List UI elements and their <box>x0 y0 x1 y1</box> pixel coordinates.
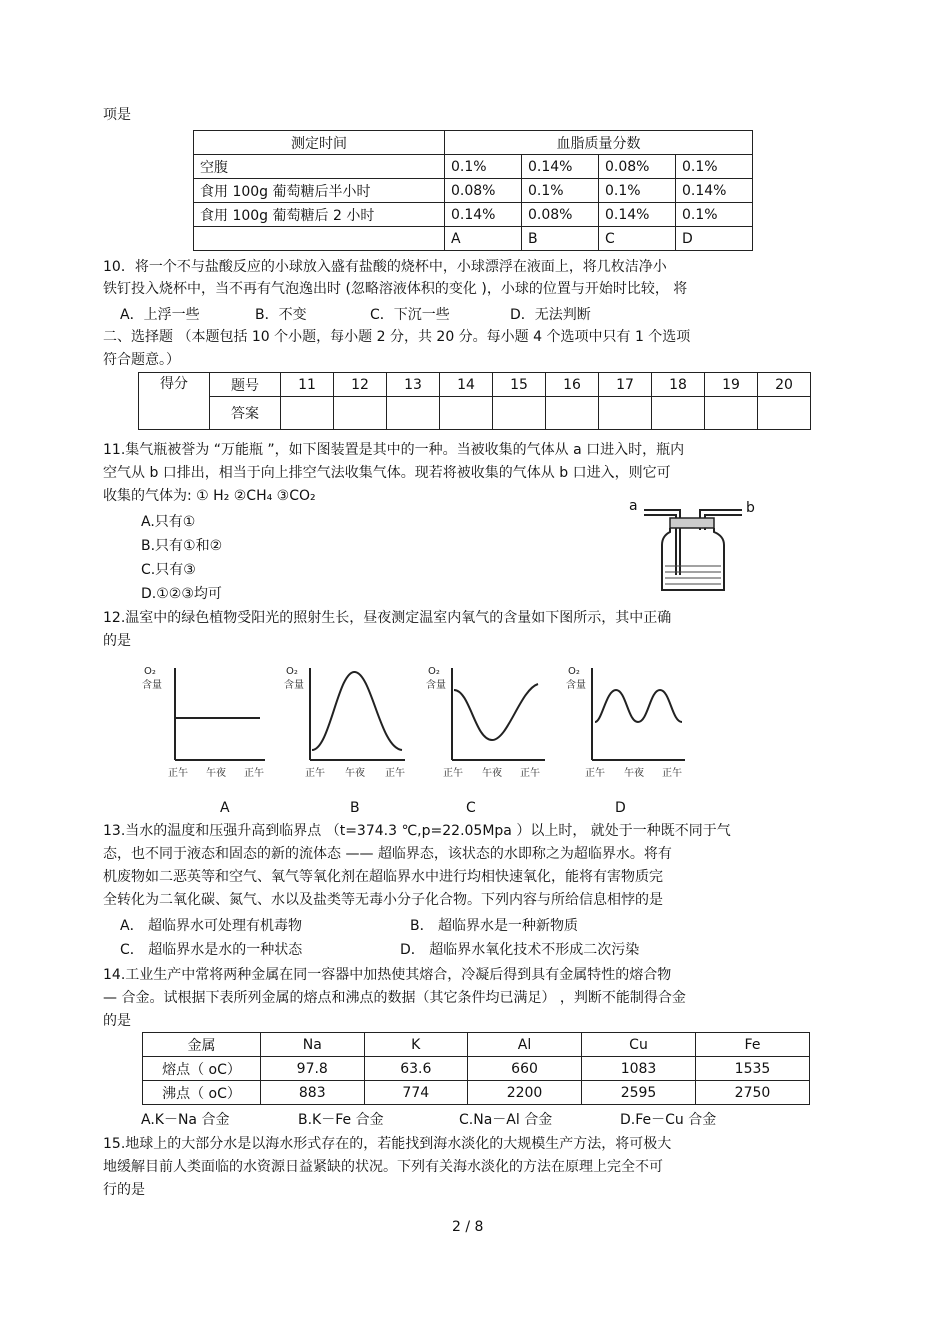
q11-option-d: D.①②③均可 <box>141 586 222 602</box>
q10-option-c: C．下沉一些 <box>370 307 450 323</box>
daan-label: 答案 <box>210 397 281 430</box>
metal-name: K <box>364 1033 468 1057</box>
col-value-header: 血脂质量分数 <box>445 131 753 155</box>
melt-value: 97.8 <box>261 1057 365 1081</box>
qnum: 15 <box>493 373 546 397</box>
x-tick: 正午 <box>585 768 605 779</box>
boil-value: 2750 <box>696 1081 810 1105</box>
cell: 0.08% <box>445 179 522 203</box>
q14-line1: 14.工业生产中常将两种金属在同一容器中加热使其熔合，冷凝后得到具有金属特性的熔合物 <box>103 967 672 983</box>
continuation-text: 项是 <box>103 107 131 123</box>
q11-option-c: C.只有③ <box>141 562 196 578</box>
row-label: 空腹 <box>194 155 445 179</box>
qnum: 14 <box>440 373 493 397</box>
q10-line1: 10．将一个不与盐酸反应的小球放入盛有盐酸的烧杯中，小球漂浮在液面上，将几枚洁净小 <box>103 259 667 275</box>
option-c: C <box>599 227 676 251</box>
row-label: 食用 100g 葡萄糖后半小时 <box>194 179 445 203</box>
graph-label-b: B <box>350 800 360 816</box>
metal-name: Fe <box>696 1033 810 1057</box>
qnum: 20 <box>758 373 811 397</box>
q11-option-a: A.只有① <box>141 514 196 530</box>
qnum: 13 <box>387 373 440 397</box>
q11-line2: 空气从 b 口排出，相当于向上排空气法收集气体。现若将被收集的气体从 b 口进入，则它可 <box>103 465 671 481</box>
metal-name: Cu <box>582 1033 696 1057</box>
q13-option-c: C． 超临界水是水的一种状态 <box>120 942 303 958</box>
q14-option-a: A.K－Na 合金 <box>141 1112 230 1128</box>
x-tick: 正午 <box>385 768 405 779</box>
graph-a <box>142 666 265 779</box>
graph-label-a: A <box>220 800 230 816</box>
boil-value: 2200 <box>468 1081 582 1105</box>
melt-value: 660 <box>468 1057 582 1081</box>
row-label: 食用 100g 葡萄糖后 2 小时 <box>194 203 445 227</box>
q13-line3: 机废物如二恶英等和空气、氧气等氧化剂在超临界水中进行均相快速氧化，能将有害物质完 <box>103 869 663 885</box>
defen-label: 得分 <box>139 373 210 430</box>
tihao-label: 题号 <box>210 373 281 397</box>
answer-cell <box>334 397 387 430</box>
q11-line1: 11.集气瓶被誉为 “万能瓶 ”，如下图装置是其中的一种。当被收集的气体从 a 口进入时，瓶内 <box>103 442 685 458</box>
cell: 0.14% <box>445 203 522 227</box>
y-label-top: O₂ <box>144 666 156 677</box>
answer-cell <box>758 397 811 430</box>
melt-value: 1535 <box>696 1057 810 1081</box>
blood-lipid-table <box>193 130 753 251</box>
q15-line3: 行的是 <box>103 1182 145 1198</box>
option-b: B <box>522 227 599 251</box>
melt-value: 1083 <box>582 1057 696 1081</box>
section2-line1: 二、选择题 （本题包括 10 个小题，每小题 2 分，共 20 分。每小题 4 个选项中只有 1 个选项 <box>103 329 691 345</box>
answer-cell <box>652 397 705 430</box>
cell: 0.1% <box>522 179 599 203</box>
answer-cell <box>493 397 546 430</box>
melt-label: 熔点（ oC） <box>143 1057 261 1081</box>
qnum: 11 <box>281 373 334 397</box>
score-table <box>138 372 811 430</box>
y-label-top: O₂ <box>428 666 440 677</box>
x-tick: 正午 <box>520 768 540 779</box>
metal-name: Al <box>468 1033 582 1057</box>
q13-line2: 态，也不同于液态和固态的新的流体态 —— 超临界态，该状态的水即称之为超临界水。将有 <box>103 846 672 862</box>
port-a-label: a <box>629 498 638 514</box>
q14-option-c: C.Na－Al 合金 <box>459 1112 553 1128</box>
cell: 0.14% <box>599 203 676 227</box>
metal-table <box>142 1032 810 1105</box>
qnum: 17 <box>599 373 652 397</box>
q11-option-b: B.只有①和② <box>141 538 223 554</box>
q14-option-d: D.Fe－Cu 合金 <box>620 1112 717 1128</box>
boil-value: 883 <box>261 1081 365 1105</box>
q10-line2: 铁钉投入烧杯中，当不再有气泡逸出时 (忽略溶液体积的变化 )，小球的位置与开始时比较， 将 <box>103 281 688 297</box>
x-tick: 正午 <box>662 768 682 779</box>
cell: 0.14% <box>676 179 753 203</box>
boil-value: 2595 <box>582 1081 696 1105</box>
q14-option-b: B.K－Fe 合金 <box>298 1112 384 1128</box>
y-label: 含量 <box>284 680 304 691</box>
q15-line1: 15.地球上的大部分水是以海水形式存在的，若能找到海水淡化的大规模生产方法，将可极大 <box>103 1136 672 1152</box>
page-number: 2 / 8 <box>452 1219 484 1235</box>
q13-line1: 13.当水的温度和压强升高到临界点 （t=374.3 ℃,p=22.05Mpa ）以上时， 就处于一种既不同于气 <box>103 823 731 839</box>
graph-b <box>284 666 405 779</box>
y-label: 含量 <box>142 680 162 691</box>
q12-line2: 的是 <box>103 633 131 649</box>
x-tick: 正午 <box>305 768 325 779</box>
boil-label: 沸点（ oC） <box>143 1081 261 1105</box>
x-tick: 正午 <box>443 768 463 779</box>
answer-cell <box>281 397 334 430</box>
cell: 0.1% <box>445 155 522 179</box>
row-label-empty <box>194 227 445 251</box>
qnum: 19 <box>705 373 758 397</box>
graph-label-d: D <box>615 800 626 816</box>
y-label-top: O₂ <box>568 666 580 677</box>
x-tick: 正午 <box>168 768 188 779</box>
q14-line2: — 合金。试根据下表所列金属的熔点和沸点的数据（其它条件均已满足） ，判断不能制得合金 <box>103 990 686 1006</box>
cell: 0.08% <box>522 203 599 227</box>
cell: 0.1% <box>676 155 753 179</box>
q13-option-b: B． 超临界水是一种新物质 <box>410 918 579 934</box>
q11-line3: 收集的气体为: ① H₂ ②CH₄ ③CO₂ <box>103 488 316 504</box>
q15-line2: 地缓解目前人类面临的水资源日益紧缺的状况。下列有关海水淡化的方法在原理上完全不可 <box>103 1159 663 1175</box>
q13-option-d: D． 超临界水氧化技术不形成二次污染 <box>400 942 640 958</box>
cell: 0.08% <box>599 155 676 179</box>
q12-line1: 12.温室中的绿色植物受阳光的照射生长，昼夜测定温室内氧气的含量如下图所示，其中正确 <box>103 610 672 626</box>
cell: 0.1% <box>599 179 676 203</box>
q13-line4: 全转化为二氧化碳、氮气、水以及盐类等无毒小分子化合物。下列内容与所给信息相悖的是 <box>103 892 663 908</box>
answer-cell <box>546 397 599 430</box>
q14-line3: 的是 <box>103 1013 131 1029</box>
section2-line2: 符合题意。） <box>103 352 180 368</box>
answer-cell <box>705 397 758 430</box>
x-tick: 正午 <box>244 768 264 779</box>
x-tick: 午夜 <box>206 768 226 779</box>
melt-value: 63.6 <box>364 1057 468 1081</box>
graph-c <box>426 666 545 779</box>
cell: 0.1% <box>676 203 753 227</box>
port-b-label: b <box>746 500 755 516</box>
y-label: 含量 <box>566 680 586 691</box>
metal-header: 金属 <box>143 1033 261 1057</box>
col-time-header: 测定时间 <box>194 131 445 155</box>
x-tick: 午夜 <box>482 768 502 779</box>
q10-option-a: A．上浮一些 <box>120 307 200 323</box>
boil-value: 774 <box>364 1081 468 1105</box>
qnum: 12 <box>334 373 387 397</box>
oxygen-graphs <box>140 660 700 785</box>
answer-cell <box>387 397 440 430</box>
y-label-top: O₂ <box>286 666 298 677</box>
answer-cell <box>599 397 652 430</box>
option-a: A <box>445 227 522 251</box>
qnum: 18 <box>652 373 705 397</box>
graph-d <box>566 666 685 779</box>
q10-option-b: B．不变 <box>255 307 307 323</box>
gas-bottle-figure <box>640 490 750 600</box>
cell: 0.14% <box>522 155 599 179</box>
qnum: 16 <box>546 373 599 397</box>
y-label: 含量 <box>426 680 446 691</box>
option-d: D <box>676 227 753 251</box>
graph-label-c: C <box>466 800 476 816</box>
x-tick: 午夜 <box>624 768 644 779</box>
metal-name: Na <box>261 1033 365 1057</box>
q10-option-d: D．无法判断 <box>510 307 591 323</box>
answer-cell <box>440 397 493 430</box>
q13-option-a: A． 超临界水可处理有机毒物 <box>120 918 303 934</box>
x-tick: 午夜 <box>345 768 365 779</box>
